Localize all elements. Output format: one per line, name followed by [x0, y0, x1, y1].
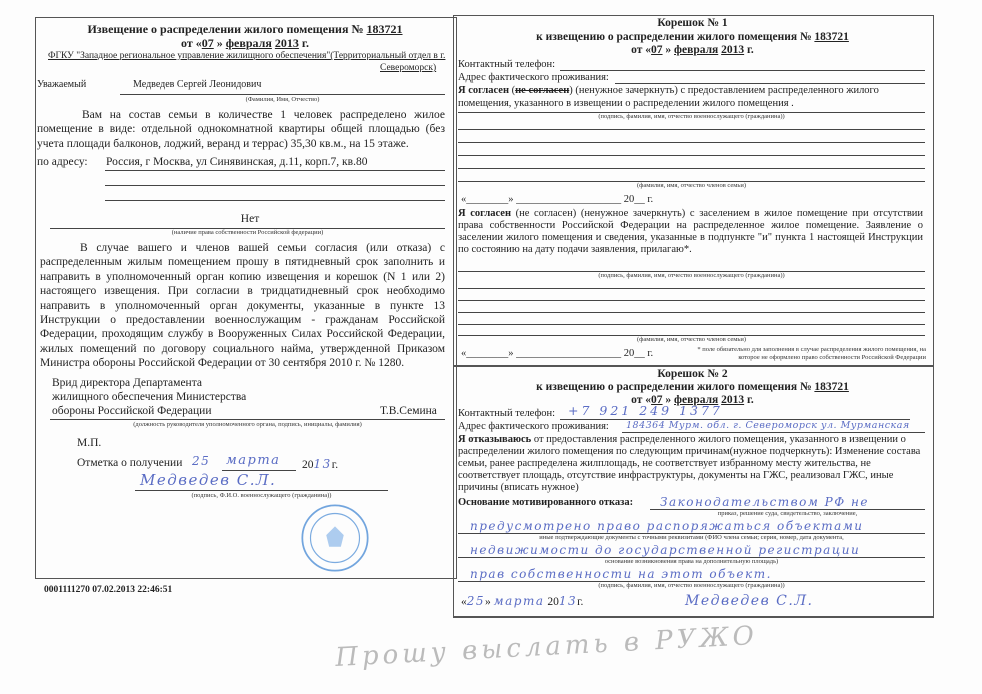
- stub2-signature[interactable]: Медведев С.Л.: [685, 593, 814, 609]
- instructions-paragraph: В случае вашего и членов вашей семьи согласия (или отказа) с распределенным жилым помещением прошу в пятидневный срок заполнить и направить в уполномоченный орган копию извещения и корешок (N 1 или 2) настоящего извещения. При согласии в тридцатидневный срок необходимо направить в уполномоченный орган документы, указанные в пункте 13 Инструкции о предоставлении военнослужащим - гражданам Российской Федерации, проходящим службу в Вооруженных Силах Российской Федерации, жилых помещений по договору социального найма, утвержденной Приказом Министра обороны Российской Федерации от 30 сентября 2010 г. № 1280.: [40, 242, 445, 370]
- stub1-month: февраля: [674, 44, 719, 56]
- notice-number: 183721: [366, 22, 403, 36]
- stub1-date: от «07 » февраля 2013 г.: [631, 44, 754, 56]
- recipient-caption: (Фамилия, Имя, Отчество): [245, 96, 320, 103]
- stub2-basis-label: Основание мотивированного отказа:: [458, 497, 634, 508]
- stub1-agree2-text: (не согласен) (ненужное зачеркнуть) с заселением в жилое помещение при отсутствии права собственности Российской Федерации на распределенное жилое помещение. Заявление о заселении жилого помещения и сведения, указанные в подпункте "и" пункта 1 настоящей Инструкции по состоянию на дату подачи заявления, прилагаю*.: [458, 208, 924, 255]
- stub1-address-label: Адрес фактического проживания:: [458, 72, 609, 83]
- stub2-month-handwritten[interactable]: марта: [493, 594, 545, 608]
- receipt-year-handwritten[interactable]: 13: [313, 457, 332, 471]
- stub1-agree-struck: не согласен: [515, 85, 570, 96]
- date-month: февраля: [225, 36, 272, 50]
- stub2-basis-line-3[interactable]: недвижимости до государственной регистрации: [470, 543, 861, 557]
- stub1-agree-text: (ненужное зачеркнуть) с предоставлением распределенного жилого: [575, 85, 879, 96]
- notice-title-text: Извещение о распределении жилого помещения №: [87, 22, 364, 36]
- stub2-caption-3: основание возникновения права на дополнительную площадь): [604, 558, 779, 565]
- stub2-date: от «07 » февраля 2013 г.: [631, 394, 754, 406]
- stub2-year-suffix: г.: [577, 596, 584, 608]
- stub2-date-row: «25» марта 2013г.: [461, 594, 584, 608]
- stub1-year: 2013: [721, 44, 745, 56]
- stub2-caption-1: приказ, решение суда, свидетельство, заключение,: [717, 510, 858, 517]
- stub2-title: Корешок № 2: [657, 368, 728, 380]
- stub2-subtitle: [453, 381, 932, 394]
- stub1-day: 07: [651, 44, 663, 56]
- stub1-sign-caption-2: (подпись, фамилия, имя, отчество военнослужащего (гражданина)): [598, 272, 785, 279]
- receipt-label: Отметка о получении: [77, 457, 183, 469]
- signer-name: Т.В.Семина: [380, 405, 437, 417]
- greeting: Уважаемый: [37, 79, 87, 90]
- stub1-subtitle: [453, 31, 932, 44]
- stub1-agree-bold: Я согласен: [458, 85, 509, 96]
- receipt-year-suffix: г.: [331, 459, 339, 471]
- notice-date: от «07 » февраля 2013 г.: [181, 36, 309, 50]
- stub2-year-handwritten[interactable]: 13: [558, 594, 578, 608]
- receipt-month[interactable]: марта: [226, 453, 281, 468]
- stub2-phone-value[interactable]: +7 921 249 1377: [568, 403, 723, 418]
- stub2-refuse-text: от предоставления распределенного жилого помещения, указанного в извещении о распределении жилого помещения по следующим причинам(нужное подчеркнуть): Изменение состава семьи, ранее распределена жилплощадь, не соответствует избранному месту жительства, не соответствует площадь, отсутствие инфраструктуры, документы на ГЖС, реализовал ГЖС, иные причины (вписать нужное): [458, 434, 921, 493]
- allocation-paragraph: Вам на состав семьи в количестве 1 человек распределено жилое помещение в виде: отдельной однокомнатной квартиры общей площадью (без учета площади балконов, лоджий, веранд и террас) 35,30 кв.м., на 15 этаже.: [37, 109, 445, 150]
- stub2-date-prefix: от «: [631, 394, 652, 406]
- stub1-agree-line2: помещения, указанного в извещении о распределении жилого помещения .: [458, 98, 794, 109]
- stub1-date-blank[interactable]: «________» ____________________ 20__ г.: [461, 194, 654, 205]
- bottom-handwritten-note: Прошу выслать в РУЖО: [334, 620, 759, 674]
- stub2-year-prefix: 20: [547, 596, 559, 608]
- receipt-caption: (подпись, Ф.И.О. военнослужащего (гражданина)): [191, 492, 332, 499]
- stub1-phone-label: Контактный телефон:: [458, 59, 556, 70]
- stub1-agree2-bold: Я согласен: [458, 208, 511, 219]
- receipt-year-prefix: 20: [302, 459, 314, 471]
- seal-label: М.П.: [77, 437, 102, 449]
- stub2-refuse-bold: Я отказываюсь: [458, 434, 532, 445]
- stub2-caption-4: (подпись, фамилия, имя, отчество военнослужащего (гражданина)): [598, 582, 785, 589]
- receipt-day[interactable]: 25: [192, 454, 211, 468]
- stub1-date-blank-2[interactable]: «________» ____________________ 20__ г.: [461, 348, 654, 359]
- stub1-footnote: * поле обязательно для заполнения в случае распределения жилого помещения, на: [697, 346, 926, 353]
- date-suffix: г.: [301, 36, 309, 50]
- stub1-agree: Я согласен (не согласен) (ненужное зачеркнуть) с предоставлением распределенного жилого: [458, 85, 879, 96]
- official-seal-stamp: [300, 503, 370, 573]
- date-prefix: от «: [181, 36, 202, 50]
- stub1-number: 183721: [814, 31, 849, 43]
- receipt-signature[interactable]: Медведев С.Л.: [140, 471, 277, 489]
- recipient-name: Медведев Сергей Леонидович: [133, 79, 262, 90]
- stub2-subtitle-text: к извещению о распределении жилого помещения №: [536, 381, 812, 393]
- signer-caption: (должность руководителя уполномоченного органа, подпись, инициалы, фамилия): [133, 421, 362, 428]
- stub2-month: февраля: [674, 394, 719, 406]
- signer-title-1: Врид директора Департамента: [52, 377, 202, 389]
- stub1-subtitle-text: к извещению о распределении жилого помещения №: [536, 31, 812, 43]
- date-year: 2013: [274, 36, 299, 50]
- ownership-caption: (наличие права собственности Российской федерации): [171, 229, 324, 236]
- stub2-basis-line-1[interactable]: Законодательством РФ не: [660, 495, 869, 509]
- footer-id: 0001111270 07.02.2013 22:46:51: [44, 585, 173, 595]
- stub1-family-caption-2: (фамилия, имя, отчество членов семьи): [637, 336, 746, 343]
- stub1-date-prefix: от «: [631, 44, 652, 56]
- stub1-family-caption: (фамилия, имя, отчество членов семьи): [637, 182, 746, 189]
- stub2-number: 183721: [814, 381, 849, 393]
- ownership-value: Нет: [240, 213, 260, 225]
- notice-title: [35, 23, 455, 36]
- date-day: 07: [201, 36, 214, 50]
- stub2-refuse: [458, 434, 926, 494]
- stub1-phone-field[interactable]: [560, 70, 925, 71]
- stub1-suffix: г.: [747, 44, 754, 56]
- stub1-footnote-2: которое не оформлено право собственности Российской Федерации: [738, 354, 926, 361]
- stub2-address-label: Адрес фактического проживания:: [458, 421, 609, 432]
- address-label: по адресу:: [37, 156, 88, 168]
- stub2-day-handwritten[interactable]: 25: [466, 594, 486, 608]
- address-value: Россия, г Москва, ул Синявинская, д.11, корп.7, кв.80: [106, 156, 368, 168]
- stub2-address-value[interactable]: 184364 Мурм. обл. г. Североморск ул. Мурманская: [626, 420, 910, 431]
- stub1-title: Корешок № 1: [657, 17, 728, 29]
- stub2-caption-2: иные подтверждающие документы с точными реквизитами (ФИО члена семьи; серия, номер, дата документа,: [539, 534, 844, 541]
- signer-title-3: обороны Российской Федерации: [52, 405, 212, 417]
- signer-title-2: жилищного обеспечения Министерства: [52, 391, 247, 403]
- stub2-basis-line-2[interactable]: предусмотрено право распоряжаться объектами: [470, 519, 864, 533]
- stub2-year: 2013: [721, 394, 745, 406]
- organization-line2: Североморск): [380, 63, 437, 73]
- stub1-agree2: [458, 208, 923, 256]
- stub2-suffix: г.: [747, 394, 754, 406]
- stub2-basis-line-4[interactable]: прав собственности на этот объект.: [470, 567, 772, 581]
- stub2-day: 07: [651, 394, 663, 406]
- stub1-sign-caption: (подпись, фамилия, имя, отчество военнослужащего (гражданина)): [598, 113, 785, 120]
- receipt-year: [302, 457, 338, 472]
- organization: ФГКУ "Западное региональное управление жилищного обеспечения"(Территориальный отдел в г.: [48, 51, 446, 61]
- stub2-phone-label: Контактный телефон:: [458, 408, 556, 419]
